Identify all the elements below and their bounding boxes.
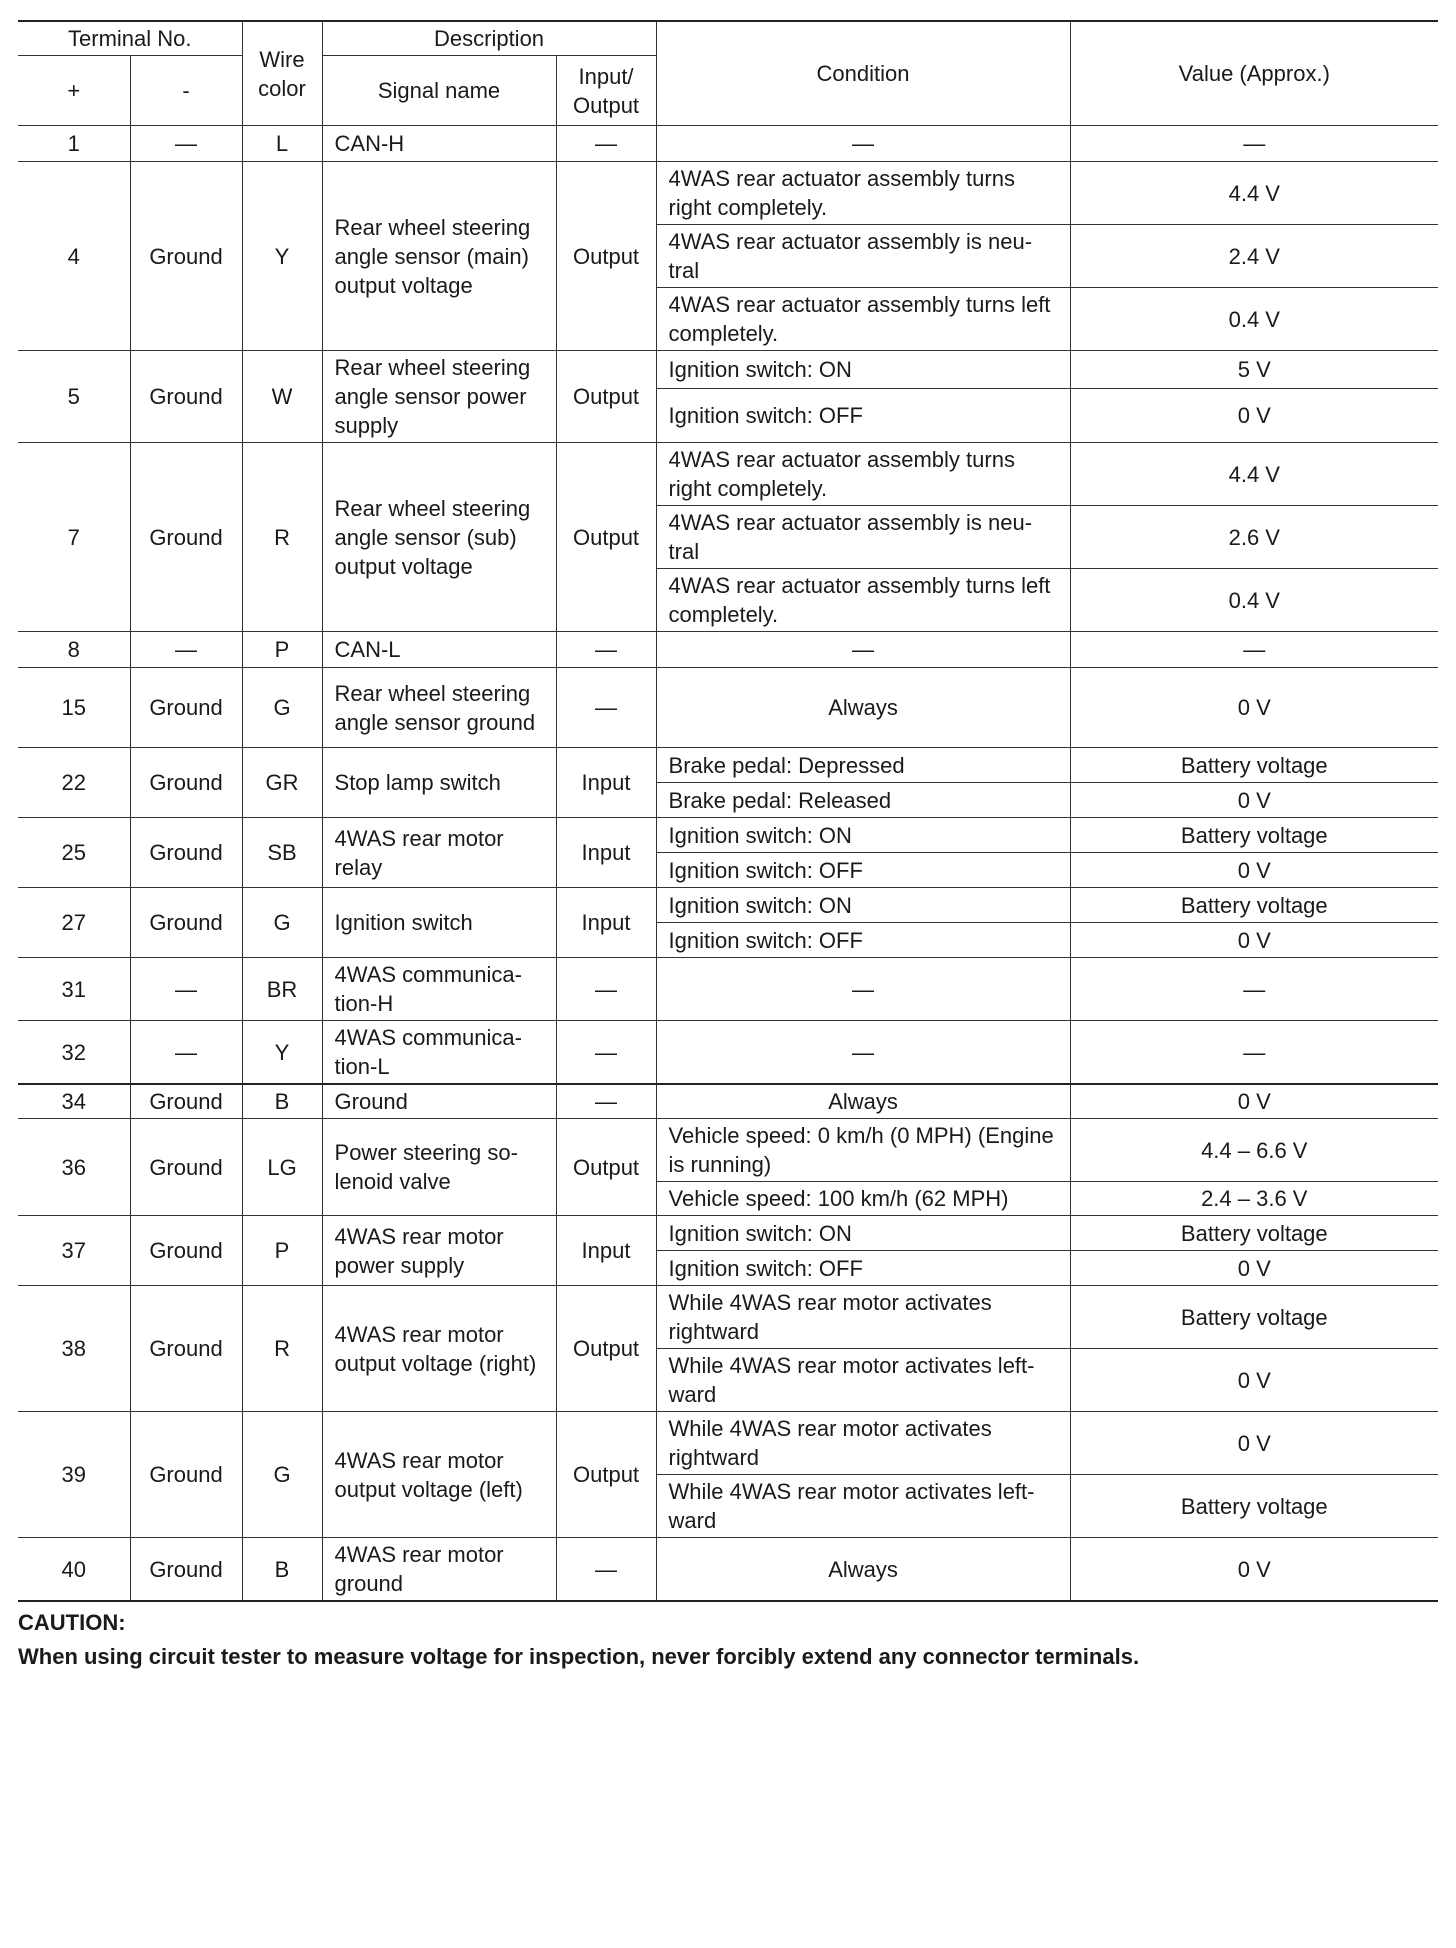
- wire-color-cell: G: [242, 1412, 322, 1538]
- value-cell: Battery voltage: [1070, 1475, 1438, 1538]
- table-row: [18, 818, 1438, 853]
- condition-cell: Ignition switch: OFF: [656, 923, 1070, 958]
- condition-cell: 4WAS rear actuator assembly turns left completely.: [656, 569, 1070, 632]
- table-row: [18, 958, 1438, 1021]
- terminal-minus-cell: Ground: [130, 1286, 242, 1412]
- signal-name-cell: Stop lamp switch: [322, 748, 556, 818]
- terminal-minus-cell: Ground: [130, 443, 242, 632]
- input-output-cell: Output: [556, 1412, 656, 1538]
- terminal-plus-cell: 4: [18, 162, 130, 351]
- condition-cell: Ignition switch: ON: [656, 1216, 1070, 1251]
- condition-cell: Ignition switch: ON: [656, 888, 1070, 923]
- signal-name-cell: Ignition switch: [322, 888, 556, 958]
- terminal-plus-cell: 5: [18, 351, 130, 443]
- terminal-plus-cell: 7: [18, 443, 130, 632]
- signal-name-cell: Power steering so-lenoid valve: [322, 1119, 556, 1216]
- signal-name-cell: Rear wheel steering angle sensor (sub) output voltage: [322, 443, 556, 632]
- value-cell: —: [1070, 958, 1438, 1021]
- terminal-plus-cell: 15: [18, 668, 130, 748]
- terminal-plus-cell: 38: [18, 1286, 130, 1412]
- wire-color-cell: B: [242, 1084, 322, 1119]
- terminal-plus-cell: 36: [18, 1119, 130, 1216]
- terminal-plus-cell: 37: [18, 1216, 130, 1286]
- signal-name-cell: CAN-L: [322, 632, 556, 668]
- terminal-minus-cell: Ground: [130, 1119, 242, 1216]
- wire-color-cell: Y: [242, 162, 322, 351]
- condition-cell: Always: [656, 1084, 1070, 1119]
- wire-color-cell: R: [242, 1286, 322, 1412]
- input-output-cell: —: [556, 1021, 656, 1085]
- value-cell: Battery voltage: [1070, 1286, 1438, 1349]
- table-row: [18, 162, 1438, 225]
- value-cell: 5 V: [1070, 351, 1438, 389]
- table-row: [18, 1021, 1438, 1085]
- condition-cell: —: [656, 126, 1070, 162]
- terminal-minus-cell: —: [130, 126, 242, 162]
- value-cell: 0 V: [1070, 668, 1438, 748]
- table-row: [18, 1084, 1438, 1119]
- terminal-minus-cell: Ground: [130, 162, 242, 351]
- signal-name-cell: Rear wheel steering angle sensor power supply: [322, 351, 556, 443]
- terminal-minus-cell: Ground: [130, 888, 242, 958]
- condition-cell: 4WAS rear actuator assembly turns right completely.: [656, 443, 1070, 506]
- terminal-minus-cell: Ground: [130, 1412, 242, 1538]
- terminal-plus-cell: 39: [18, 1412, 130, 1538]
- condition-cell: Always: [656, 668, 1070, 748]
- terminal-table: [18, 20, 1438, 1602]
- value-header: Value (Approx.): [1070, 21, 1438, 126]
- signal-name-header: Signal name: [322, 56, 556, 126]
- terminal-minus-cell: —: [130, 958, 242, 1021]
- condition-cell: Vehicle speed: 100 km/h (62 MPH): [656, 1182, 1070, 1216]
- wire-color-cell: P: [242, 1216, 322, 1286]
- condition-cell: 4WAS rear actuator assembly turns left completely.: [656, 288, 1070, 351]
- caution-title: CAUTION:: [18, 1610, 126, 1635]
- value-cell: 0 V: [1070, 1412, 1438, 1475]
- condition-cell: 4WAS rear actuator assembly is neu-tral: [656, 506, 1070, 569]
- value-cell: 2.6 V: [1070, 506, 1438, 569]
- caution-text: When using circuit tester to measure voltage for inspection, never forcibly extend any connector terminals.: [18, 1644, 1140, 1669]
- table-row: [18, 1216, 1438, 1251]
- input-output-cell: Output: [556, 443, 656, 632]
- wire-color-cell: R: [242, 443, 322, 632]
- terminal-plus-cell: 31: [18, 958, 130, 1021]
- table-row: [18, 748, 1438, 783]
- table-row: [18, 351, 1438, 389]
- wire-color-cell: G: [242, 668, 322, 748]
- description-header: Description: [322, 21, 656, 56]
- wire-color-cell: W: [242, 351, 322, 443]
- input-output-cell: —: [556, 632, 656, 668]
- table-row: [18, 888, 1438, 923]
- signal-name-cell: 4WAS rear motor output voltage (right): [322, 1286, 556, 1412]
- table-row: [18, 1286, 1438, 1349]
- value-cell: 0 V: [1070, 853, 1438, 888]
- terminal-minus-cell: —: [130, 1021, 242, 1085]
- wire-color-header: Wire color: [242, 21, 322, 126]
- wire-color-cell: GR: [242, 748, 322, 818]
- value-cell: —: [1070, 126, 1438, 162]
- value-cell: 4.4 – 6.6 V: [1070, 1119, 1438, 1182]
- wire-color-cell: L: [242, 126, 322, 162]
- signal-name-cell: 4WAS rear motor power supply: [322, 1216, 556, 1286]
- plus-header: +: [18, 56, 130, 126]
- table-row: [18, 1119, 1438, 1182]
- terminal-minus-cell: Ground: [130, 1084, 242, 1119]
- wire-color-cell: SB: [242, 818, 322, 888]
- terminal-plus-cell: 8: [18, 632, 130, 668]
- spec-page: [18, 20, 1438, 1674]
- signal-name-cell: Rear wheel steering angle sensor ground: [322, 668, 556, 748]
- input-output-cell: —: [556, 1084, 656, 1119]
- condition-cell: Brake pedal: Depressed: [656, 748, 1070, 783]
- wire-color-cell: LG: [242, 1119, 322, 1216]
- input-output-cell: Output: [556, 162, 656, 351]
- signal-name-cell: Ground: [322, 1084, 556, 1119]
- condition-cell: While 4WAS rear motor activates left-ward: [656, 1349, 1070, 1412]
- condition-cell: Ignition switch: ON: [656, 818, 1070, 853]
- condition-cell: Ignition switch: ON: [656, 351, 1070, 389]
- table-row: [18, 1538, 1438, 1602]
- input-output-cell: —: [556, 126, 656, 162]
- value-cell: 0.4 V: [1070, 288, 1438, 351]
- input-output-cell: —: [556, 668, 656, 748]
- value-cell: Battery voltage: [1070, 1216, 1438, 1251]
- minus-header: -: [130, 56, 242, 126]
- condition-cell: Vehicle speed: 0 km/h (0 MPH) (Engine is running): [656, 1119, 1070, 1182]
- condition-cell: 4WAS rear actuator assembly is neu-tral: [656, 225, 1070, 288]
- input-output-cell: Input: [556, 888, 656, 958]
- terminal-plus-cell: 1: [18, 126, 130, 162]
- input-output-cell: —: [556, 958, 656, 1021]
- condition-cell: Ignition switch: OFF: [656, 389, 1070, 443]
- input-output-cell: Output: [556, 1119, 656, 1216]
- terminal-plus-cell: 32: [18, 1021, 130, 1085]
- terminal-plus-cell: 22: [18, 748, 130, 818]
- terminal-minus-cell: Ground: [130, 351, 242, 443]
- input-output-cell: Output: [556, 351, 656, 443]
- terminal-minus-cell: —: [130, 632, 242, 668]
- wire-color-cell: G: [242, 888, 322, 958]
- value-cell: 0 V: [1070, 1538, 1438, 1602]
- signal-name-cell: CAN-H: [322, 126, 556, 162]
- value-cell: 4.4 V: [1070, 162, 1438, 225]
- condition-header: Condition: [656, 21, 1070, 126]
- condition-cell: Brake pedal: Released: [656, 783, 1070, 818]
- condition-cell: —: [656, 632, 1070, 668]
- value-cell: —: [1070, 632, 1438, 668]
- terminal-minus-cell: Ground: [130, 1538, 242, 1602]
- input-output-cell: Input: [556, 818, 656, 888]
- value-cell: 0.4 V: [1070, 569, 1438, 632]
- terminal-minus-cell: Ground: [130, 748, 242, 818]
- terminal-minus-cell: Ground: [130, 818, 242, 888]
- wire-color-cell: BR: [242, 958, 322, 1021]
- terminal-plus-cell: 25: [18, 818, 130, 888]
- table-row: [18, 1412, 1438, 1475]
- terminal-plus-cell: 27: [18, 888, 130, 958]
- table-row: [18, 632, 1438, 668]
- table-body: [18, 126, 1438, 1602]
- signal-name-cell: 4WAS rear motor ground: [322, 1538, 556, 1602]
- input-output-cell: Input: [556, 1216, 656, 1286]
- value-cell: 0 V: [1070, 923, 1438, 958]
- value-cell: 0 V: [1070, 1349, 1438, 1412]
- value-cell: 0 V: [1070, 389, 1438, 443]
- condition-cell: Always: [656, 1538, 1070, 1602]
- value-cell: Battery voltage: [1070, 888, 1438, 923]
- condition-cell: —: [656, 1021, 1070, 1085]
- condition-cell: Ignition switch: OFF: [656, 1251, 1070, 1286]
- wire-color-cell: P: [242, 632, 322, 668]
- table-row: [18, 443, 1438, 506]
- terminal-no-header: Terminal No.: [18, 21, 242, 56]
- signal-name-cell: Rear wheel steering angle sensor (main) output voltage: [322, 162, 556, 351]
- value-cell: 0 V: [1070, 1084, 1438, 1119]
- input-output-header: Input/ Output: [556, 56, 656, 126]
- value-cell: Battery voltage: [1070, 818, 1438, 853]
- table-row: [18, 126, 1438, 162]
- value-cell: 2.4 V: [1070, 225, 1438, 288]
- value-cell: 2.4 – 3.6 V: [1070, 1182, 1438, 1216]
- input-output-cell: —: [556, 1538, 656, 1602]
- terminal-minus-cell: Ground: [130, 1216, 242, 1286]
- input-output-cell: Input: [556, 748, 656, 818]
- condition-cell: While 4WAS rear motor activates rightward: [656, 1286, 1070, 1349]
- wire-color-cell: B: [242, 1538, 322, 1602]
- signal-name-cell: 4WAS communica-tion-H: [322, 958, 556, 1021]
- input-output-cell: Output: [556, 1286, 656, 1412]
- terminal-minus-cell: Ground: [130, 668, 242, 748]
- terminal-plus-cell: 40: [18, 1538, 130, 1602]
- condition-cell: 4WAS rear actuator assembly turns right completely.: [656, 162, 1070, 225]
- condition-cell: Ignition switch: OFF: [656, 853, 1070, 888]
- value-cell: 0 V: [1070, 783, 1438, 818]
- condition-cell: While 4WAS rear motor activates rightward: [656, 1412, 1070, 1475]
- terminal-plus-cell: 34: [18, 1084, 130, 1119]
- condition-cell: —: [656, 958, 1070, 1021]
- wire-color-cell: Y: [242, 1021, 322, 1085]
- value-cell: —: [1070, 1021, 1438, 1085]
- value-cell: 0 V: [1070, 1251, 1438, 1286]
- signal-name-cell: 4WAS rear motor output voltage (left): [322, 1412, 556, 1538]
- table-row: [18, 668, 1438, 748]
- value-cell: 4.4 V: [1070, 443, 1438, 506]
- condition-cell: While 4WAS rear motor activates left-ward: [656, 1475, 1070, 1538]
- signal-name-cell: 4WAS rear motor relay: [322, 818, 556, 888]
- value-cell: Battery voltage: [1070, 748, 1438, 783]
- signal-name-cell: 4WAS communica-tion-L: [322, 1021, 556, 1085]
